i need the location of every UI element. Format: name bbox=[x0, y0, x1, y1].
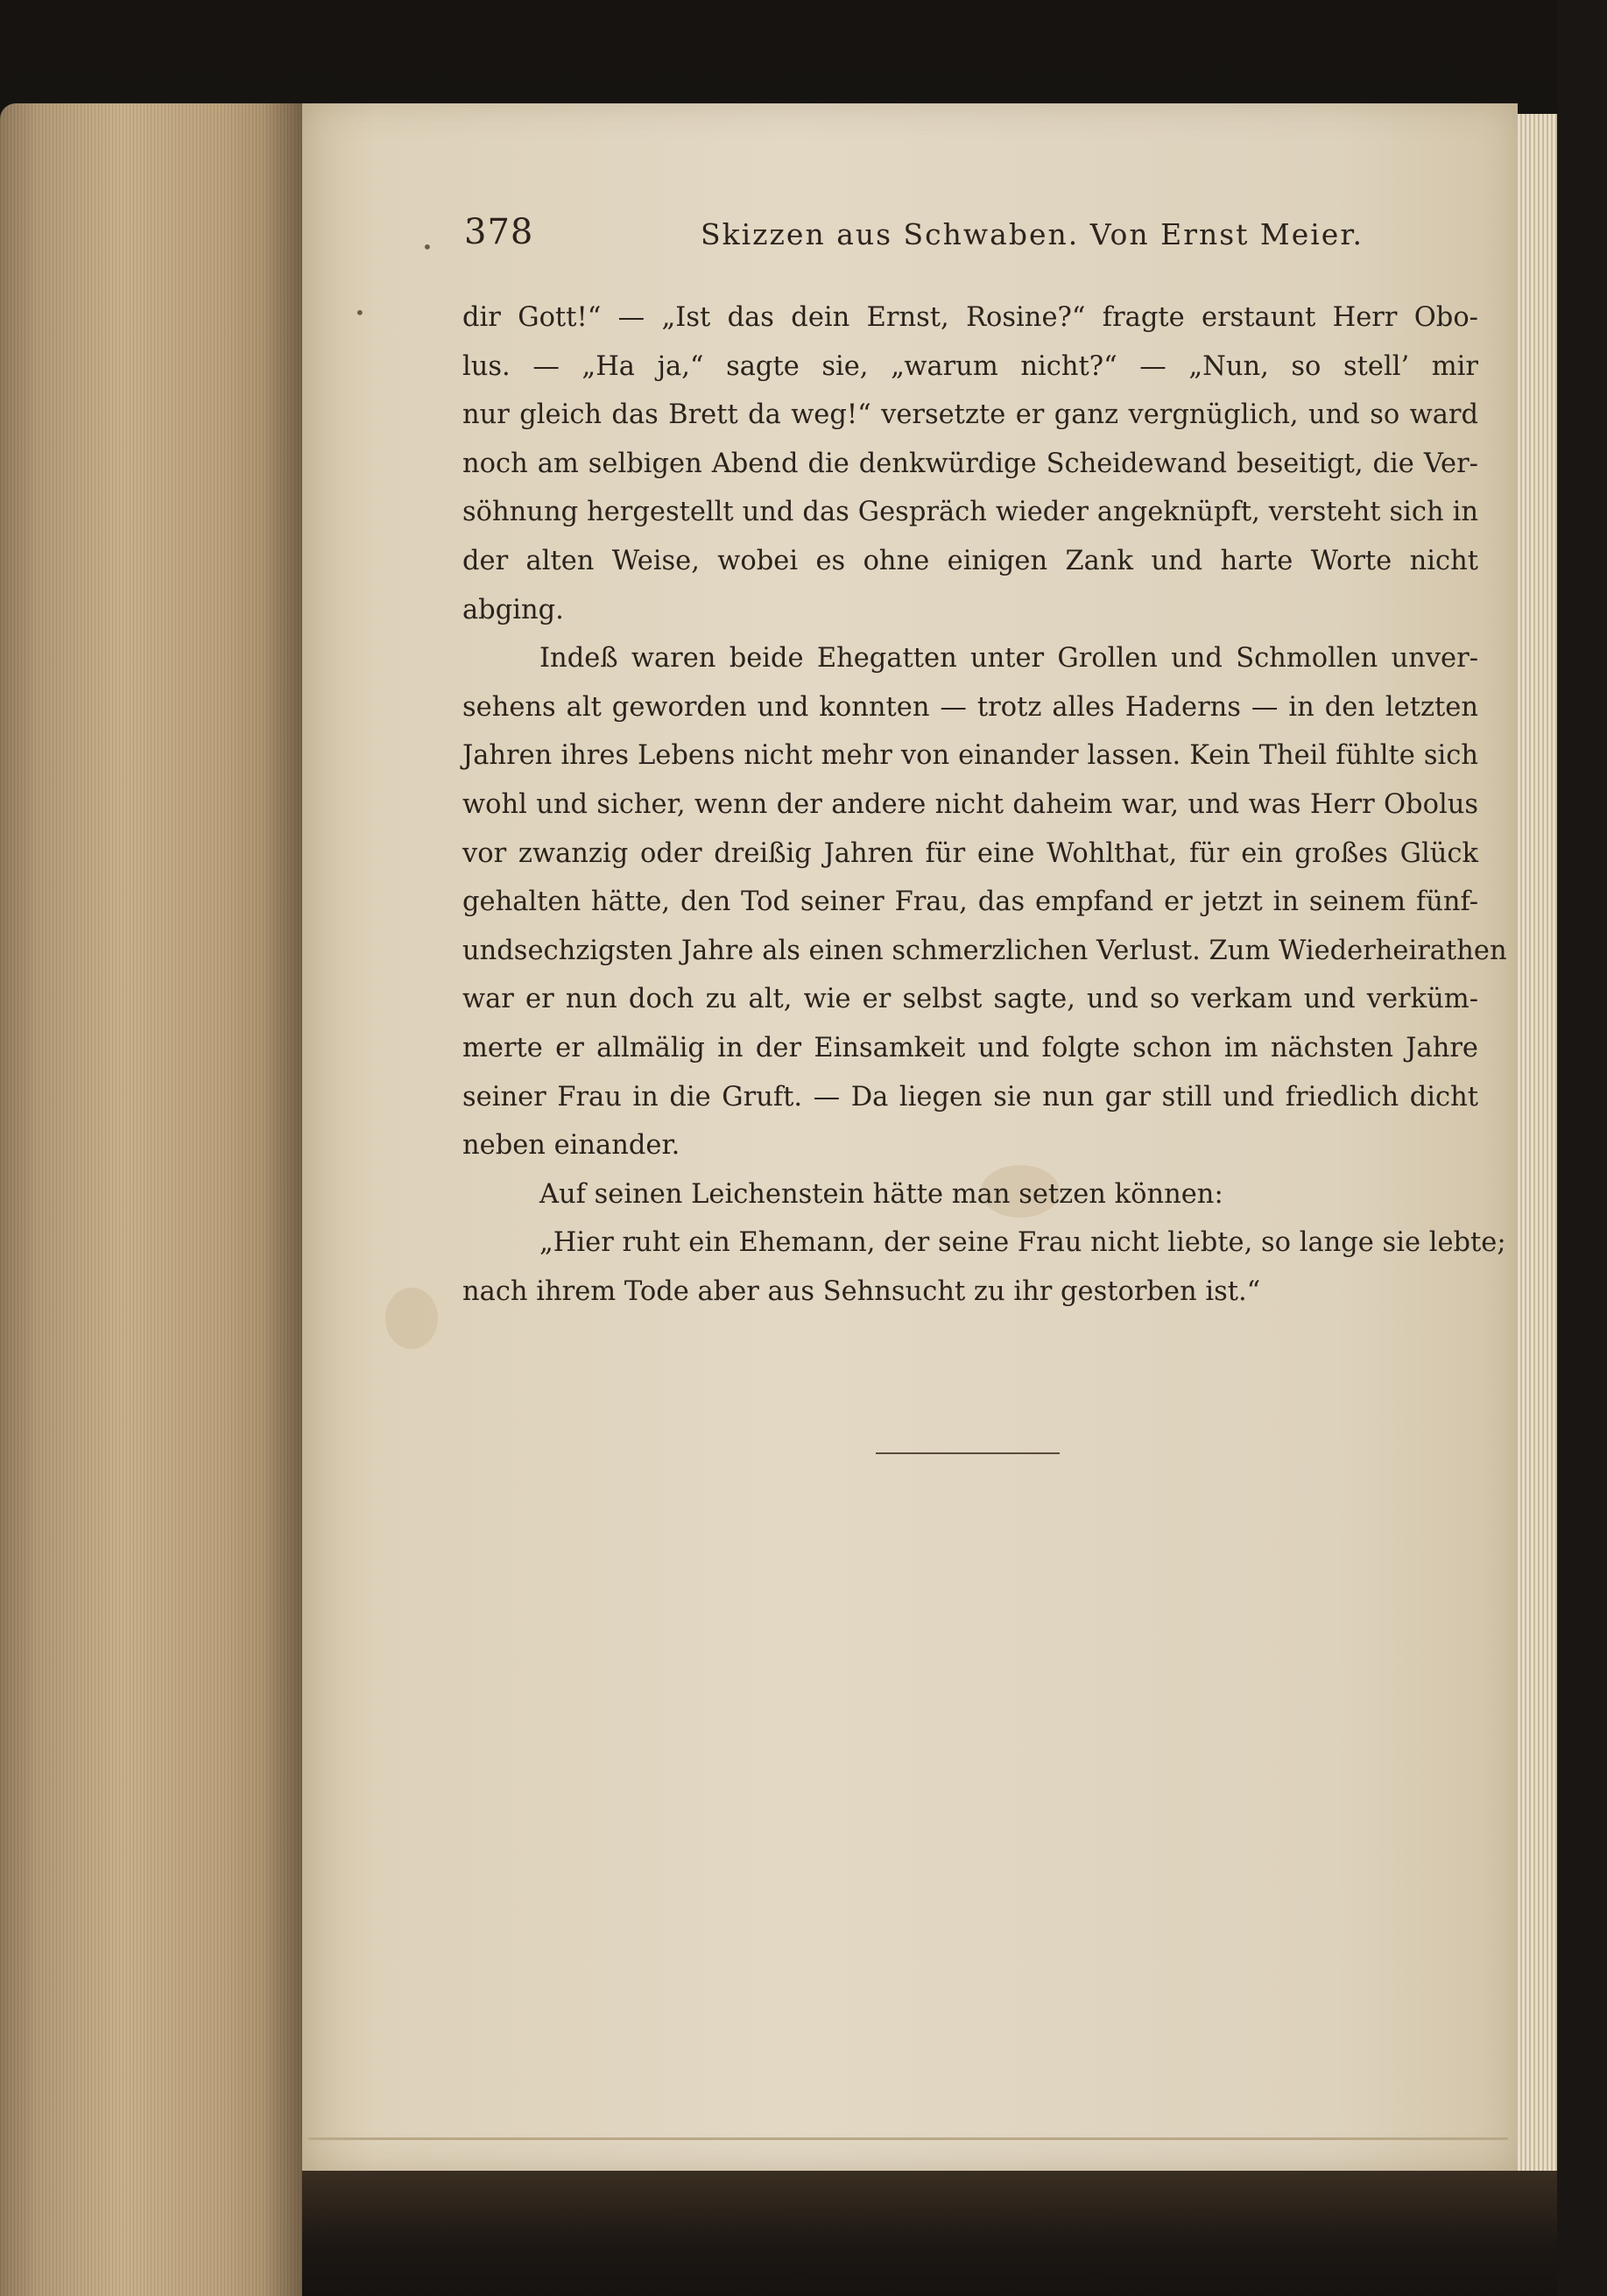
text-line: noch am selbigen Abend die denkwürdige Scheidewand beseitigt, die Ver- bbox=[462, 448, 1478, 479]
body-text bbox=[462, 293, 1507, 1316]
text-line: neben einander. bbox=[462, 1130, 680, 1162]
page-number: 378 bbox=[464, 212, 534, 252]
text-line: abging. bbox=[462, 594, 564, 625]
text-line: dir Gott!“ — „Ist das dein Ernst, Rosine?“ fragte erstaunt Herr Obo- bbox=[462, 302, 1478, 333]
text-line: gehalten hätte, den Tod seiner Frau, das empfand er jetzt in seinem fünf- bbox=[462, 887, 1478, 918]
text-line: seiner Frau in die Gruft. — Da liegen sie nun gar still und friedlich dicht bbox=[462, 1081, 1478, 1113]
text-line: undsechzigsten Jahre als einen schmerzlichen Verlust. Zum Wiederheirathen bbox=[462, 935, 1507, 966]
text-line: söhnung hergestellt und das Gespräch wieder angeknüpft, versteht sich in bbox=[462, 497, 1478, 528]
text-line: lus. — „Ha ja,“ sagte sie, „warum nicht?“ — „Nun, so stell’ mir bbox=[462, 350, 1478, 382]
running-head-title: Skizzen aus Schwaben. Von Ernst Meier. bbox=[701, 217, 1364, 251]
text-line: vor zwanzig oder dreißig Jahren für eine Wohlthat, für ein großes Glück bbox=[462, 837, 1478, 869]
book-page-edges-left bbox=[0, 103, 302, 2296]
text-line: merte er allmälig in der Einsamkeit und folgte schon im nächsten Jahre bbox=[462, 1032, 1478, 1063]
book-page-edges-right bbox=[1518, 114, 1557, 2172]
text-line: „Hier ruht ein Ehemann, der seine Frau nicht liebte, so lange sie lebte; bbox=[539, 1227, 1506, 1259]
text-line: sehens alt geworden und konnten — trotz alles Haderns — in den letzten bbox=[462, 691, 1478, 723]
text-line: wohl und sicher, wenn der andere nicht daheim war, und was Herr Obolus bbox=[462, 788, 1478, 820]
text-line: Auf seinen Leichenstein hätte man setzen können: bbox=[539, 1178, 1223, 1210]
text-line: nach ihrem Tode aber aus Sehnsucht zu ihr gestorben ist.“ bbox=[462, 1275, 1261, 1307]
text-line: war er nun doch zu alt, wie er selbst sagte, und so verkam und verküm- bbox=[462, 984, 1478, 1015]
scan-border-bottom bbox=[302, 2171, 1557, 2296]
paper-stain bbox=[385, 1288, 438, 1349]
text-line: Indeß waren beide Ehegatten unter Grollen und Schmollen unver- bbox=[539, 643, 1478, 675]
text-line: Jahren ihres Lebens nicht mehr von einander lassen. Kein Theil fühlte sich bbox=[462, 740, 1478, 772]
end-rule bbox=[876, 1452, 1060, 1454]
gutter-shadow bbox=[263, 103, 305, 2296]
scan-border-right bbox=[1557, 0, 1607, 2296]
margin-mark: • bbox=[422, 237, 433, 258]
page-bottom-edge bbox=[308, 2137, 1508, 2140]
text-line: nur gleich das Brett da weg!“ versetzte er ganz vergnüglich, und so ward bbox=[462, 399, 1478, 431]
margin-mark: • bbox=[355, 302, 365, 323]
running-head bbox=[464, 212, 1364, 265]
text-line: der alten Weise, wobei es ohne einigen Zank und harte Worte nicht bbox=[462, 545, 1478, 576]
